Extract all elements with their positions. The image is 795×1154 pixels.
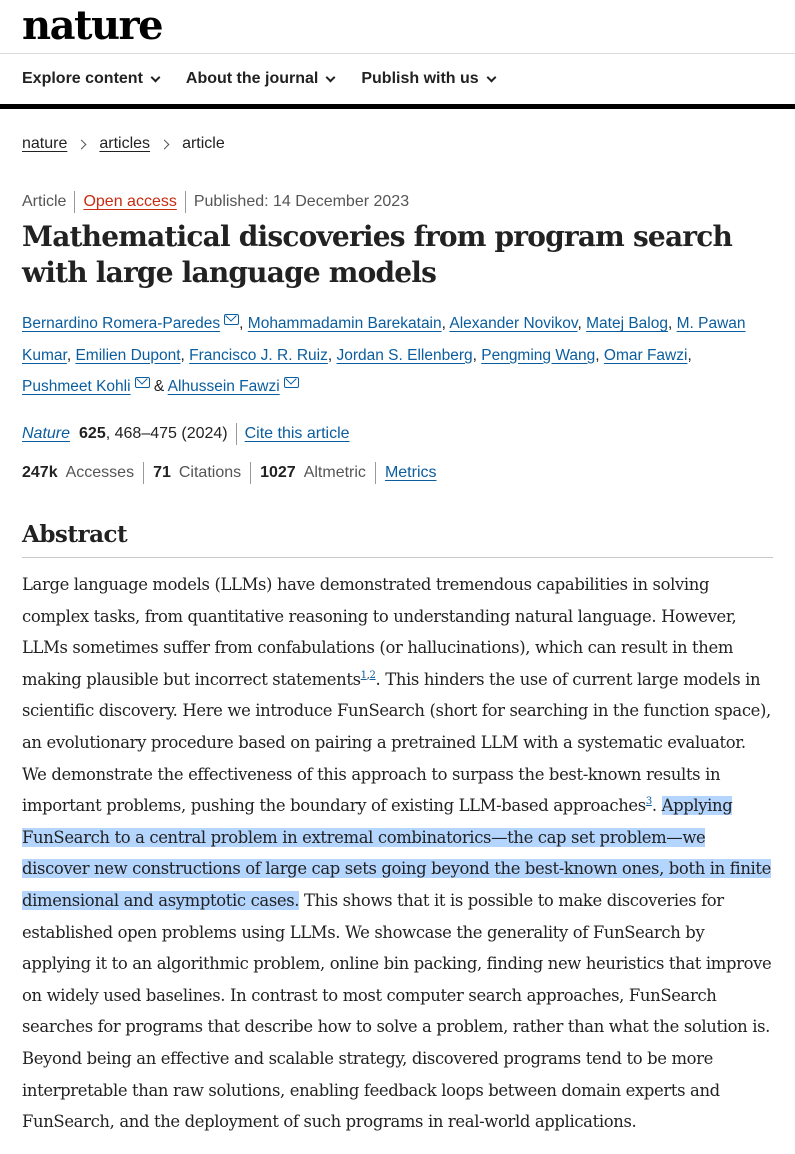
mail-icon[interactable] [224,314,239,325]
breadcrumb-current: article [182,135,225,152]
author-link[interactable]: Alexander Novikov [449,315,578,332]
metrics-link[interactable]: Metrics [384,464,437,481]
author-link[interactable]: Emilien Dupont [75,346,181,364]
author-separator: , [441,315,450,332]
author-link[interactable]: Alhussein Fawzi [167,378,280,395]
author-separator: & [149,378,168,395]
author-separator: , [595,346,604,364]
author-link[interactable]: Jordan S. Ellenberg [336,346,473,364]
pages-year: , 468–475 (2024) [105,425,228,442]
author-link[interactable]: Pengming Wang [481,346,596,364]
chevron-right-icon [160,139,170,149]
article-meta [22,191,409,213]
divider [185,191,186,213]
nav-label: About the journal [185,70,319,87]
selected-text-highlight: Applying FunSearch to a central problem in extremal combinatorics—the cap set problem—we discover new constructions of large cap sets going beyond the best-known ones, both in finite dimensional and asymptotic cases. [22,796,772,910]
accesses-label: Accesses [65,464,135,481]
abstract-text [22,569,774,1138]
author-separator: , [667,315,677,332]
chevron-right-icon [77,139,87,149]
reference-separator: , [366,669,370,681]
abstract-segment: . [651,796,662,816]
reference-link[interactable]: 2 [369,669,376,681]
author-link[interactable]: Matej Balog [586,315,668,332]
nav-label: Publish with us [361,70,479,87]
citations-label: Citations [178,464,242,481]
nav-publish-with-us[interactable] [361,70,494,88]
author-link[interactable]: Mohammadamin Barekatain [247,315,442,332]
nav-label: Explore content [22,70,143,87]
cite-article-link[interactable]: Cite this article [244,425,350,442]
author-link[interactable]: M. Pawan Kumar [22,315,746,364]
author-separator: , [66,346,76,364]
reference-link[interactable]: 3 [645,796,652,808]
journal-link[interactable]: Nature [22,425,71,442]
reference-superscript [361,670,376,681]
article-title: Mathematical discoveries from program search with large language models [22,220,733,289]
author-separator: , [577,315,587,332]
abstract-segment: Large language models (LLMs) have demonstrated tremendous capabilities in solving complex tasks, from quantitative reasoning to understanding natural language. However, LLMs sometimes suffer from confabulations (or hallucinations), which can result in them making plausible but incorrect statements [22,575,737,689]
author-link[interactable]: Francisco J. R. Ruiz [189,346,328,364]
chevron-down-icon [326,72,336,82]
breadcrumb [22,135,225,153]
site-header [0,0,795,54]
citations-count: 71 [153,464,171,481]
author-separator: , [180,346,190,364]
author-separator: , [327,346,337,364]
author-link[interactable]: Omar Fawzi [603,346,688,364]
breadcrumb-articles[interactable]: articles [99,135,151,152]
main-nav [0,54,795,109]
nature-logo[interactable]: nature [22,2,163,49]
reference-link[interactable]: 1 [360,669,367,681]
divider [250,462,251,484]
mail-icon[interactable] [284,377,299,388]
chevron-down-icon [150,72,160,82]
divider [236,423,237,445]
article-metrics [22,462,437,484]
published-date: Published: 14 December 2023 [193,193,410,210]
author-link[interactable]: Bernardino Romera-Paredes [22,315,221,332]
volume: 625 [79,425,106,442]
divider [143,462,144,484]
citation-line [22,423,350,445]
chevron-down-icon [486,72,496,82]
open-access-link[interactable]: Open access [83,193,177,210]
author-list [22,308,782,403]
mail-icon[interactable] [135,377,150,388]
nav-explore-content[interactable] [22,70,159,88]
author-separator: , [239,315,248,332]
abstract-segment: This shows that it is possible to make discoveries for established open problems using LLMs. We showcase the generality of FunSearch by applying it to an algorithmic problem, online bin packing, finding new heuristics that improve on widely used baselines. In contrast to most computer search approaches, FunSearch searches for programs that describe how to solve a problem, rather than what the solution is. Beyond being an effective and scalable strategy, discovered programs tend to be more interpretable than raw solutions, enabling feedback loops between domain experts and FunSearch, and the deployment of such programs in real-world applications. [22,890,772,1132]
article-type: Article [22,193,67,210]
author-separator: , [472,346,482,364]
nav-about-journal[interactable] [186,70,334,88]
abstract-heading: Abstract [22,521,773,558]
accesses-count: 247k [22,464,58,481]
divider [375,462,376,484]
author-link[interactable]: Pushmeet Kohli [22,378,131,395]
altmetric-score: 1027 [260,464,296,481]
divider [74,191,75,213]
author-separator: , [687,346,692,364]
abstract-segment: . This hinders the use of current large models in scientific discovery. Here we introduce FunSearch (short for searching in the function space), an evolutionary procedure based on pairing a pretrained LLM with a systematic evaluator. We demonstrate the effectiveness of this approach to surpass the best-known results in important problems, pushing the boundary of existing LLM-based approaches [22,669,771,816]
altmetric-label: Altmetric [303,464,366,481]
breadcrumb-nature[interactable]: nature [22,135,68,152]
